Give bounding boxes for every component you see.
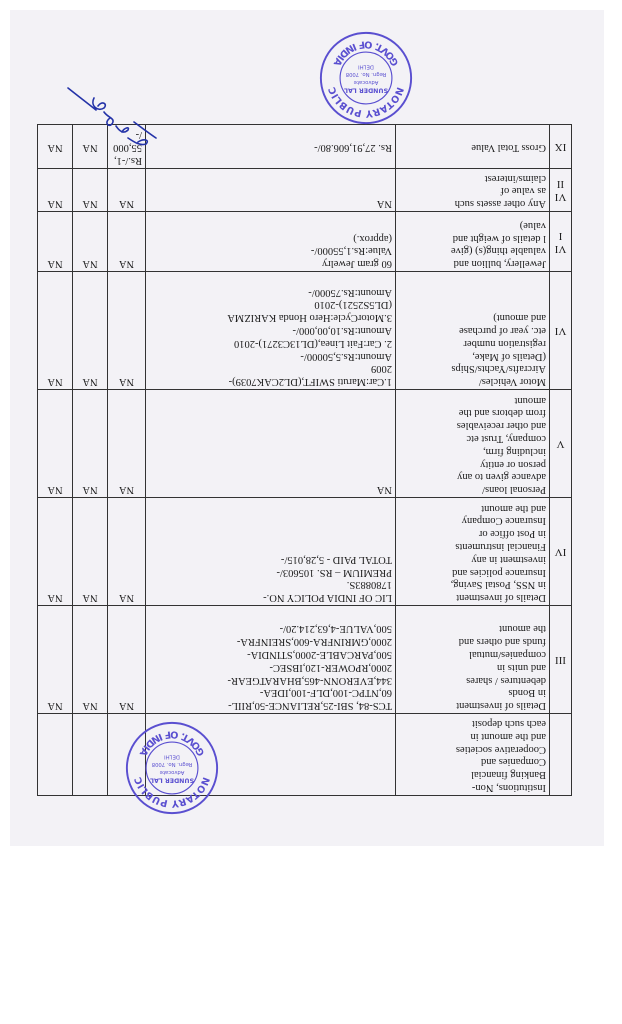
serial-number: VII: [550, 212, 572, 272]
value-cell: NA: [38, 125, 73, 168]
self-value-cell: NA: [146, 168, 396, 211]
value-cell: NA: [108, 168, 146, 211]
serial-number: IX: [550, 125, 572, 168]
value-cell: NA: [38, 606, 73, 714]
table-row: [38, 168, 572, 211]
serial-number: IV: [550, 498, 572, 606]
value-cell: NA: [38, 212, 73, 272]
self-value-cell: NA: [146, 390, 396, 498]
table-row: [38, 714, 572, 796]
value-cell: NA: [73, 390, 108, 498]
svg-text:DELHI: DELHI: [164, 753, 180, 760]
self-value-cell: LIC OF INDIA POLICY NO.- 1780883S. PREMIUM – RS. 105603/- TOTAL PAID - 5,28,015/-: [146, 498, 396, 606]
table-row: [38, 272, 572, 390]
self-value-cell: Rs. 27,91,606.80/-: [146, 125, 396, 168]
value-cell: NA: [73, 272, 108, 390]
value-cell: NA: [38, 272, 73, 390]
value-cell: NA: [108, 390, 146, 498]
svg-text:NOTARY PUBLIC: NOTARY PUBLIC: [326, 85, 406, 119]
svg-text:Advocate: Advocate: [159, 768, 185, 775]
description-cell: Gross Total Value: [396, 125, 550, 168]
value-cell: NA: [108, 606, 146, 714]
table-row: [38, 390, 572, 498]
description-cell: Personal loans/ advance given to any person or entity including firm, company, Trust etc and other receivables from debtors and the amount: [396, 390, 550, 498]
description-cell: Institutions, Non- Banking financial Companies and Cooperative societies and the amount in each such deposit: [396, 714, 550, 796]
scanned-page: [10, 10, 604, 846]
svg-text:SUNDER LAL: SUNDER LAL: [344, 86, 388, 94]
svg-text:DELHI: DELHI: [358, 63, 374, 70]
svg-text:GOVT. OF INDIA: GOVT. OF INDIA: [330, 38, 402, 68]
value-cell: Rs./-1,55,000/-: [108, 125, 146, 168]
value-cell: NA: [73, 606, 108, 714]
table-row: [38, 606, 572, 714]
description-cell: Details of investment in Bonds debentures / shares and units in companies/mutual funds and others and the amount: [396, 606, 550, 714]
value-cell: NA: [108, 212, 146, 272]
value-cell: [38, 714, 73, 796]
table-row: [38, 212, 572, 272]
description-cell: Jewellery, bullion and valuable thing(s) (give l details of weight and value): [396, 212, 550, 272]
svg-text:Regn. No. 7008: Regn. No. 7008: [345, 71, 387, 78]
value-cell: NA: [38, 390, 73, 498]
assets-table: [37, 124, 572, 796]
serial-number: VIII: [550, 168, 572, 211]
value-cell: NA: [73, 498, 108, 606]
value-cell: NA: [73, 125, 108, 168]
signature: [54, 78, 164, 158]
serial-number: [550, 714, 572, 796]
svg-text:NOTARY PUBLIC: NOTARY PUBLIC: [132, 775, 212, 809]
serial-number: V: [550, 390, 572, 498]
svg-text:GOVT. OF INDIA: GOVT. OF INDIA: [136, 728, 208, 758]
value-cell: NA: [38, 498, 73, 606]
notary-stamp: [318, 30, 414, 126]
rotated-document: [10, 10, 604, 846]
value-cell: NA: [108, 272, 146, 390]
self-value-cell: TCS-84, SBI-25,RELIANCE-50,RIIL- 60,NTPC-100,DLF-100,IDEA- 344,EVERONN-465,BHARATGEAR- 2000,RPOWER-120,IBSEC- 500,PARCABLE-2000,STINDIA- 2000,GMRINFRA-600,SREINFRA- 500,VALUE-4,63,214.20/-: [146, 606, 396, 714]
description-cell: Details of investment in NSS, Postal Saving, Insurance policies and investment in any Financial instruments in Post office or Insurance Company and the amount: [396, 498, 550, 606]
serial-number: VI: [550, 272, 572, 390]
serial-number: III: [550, 606, 572, 714]
svg-text:Advocate: Advocate: [353, 78, 379, 85]
value-cell: NA: [108, 498, 146, 606]
svg-text:SUNDER LAL: SUNDER LAL: [150, 776, 194, 784]
value-cell: NA: [73, 168, 108, 211]
self-value-cell: 1.Car:Maruti SWIFT,(DL2CAK7039)- 2009 Amount:Rs.5,50000/- 2. Car:Fait Linea,(DL13C3271)-2010 Amount:Rs.10,00,000/- 3.MotorCycle:Hero Honda KARIZMA (DL5S2521)-2010 Amount:Rs.75000/-: [146, 272, 396, 390]
self-value-cell: 60 gram Jewelry Value:Rs.1,55000/- (approx.): [146, 212, 396, 272]
description-cell: Any other assets such as value of claims/interest: [396, 168, 550, 211]
value-cell: [73, 714, 108, 796]
value-cell: NA: [73, 212, 108, 272]
value-cell: NA: [38, 168, 73, 211]
table-row: [38, 498, 572, 606]
svg-text:Regn. No. 7008: Regn. No. 7008: [151, 761, 193, 768]
notary-stamp: [124, 720, 220, 816]
description-cell: Motor Vehicles/ Aircrafts/Yachts/Ships (Details of Make, registration number etc. year of purchase and amount): [396, 272, 550, 390]
